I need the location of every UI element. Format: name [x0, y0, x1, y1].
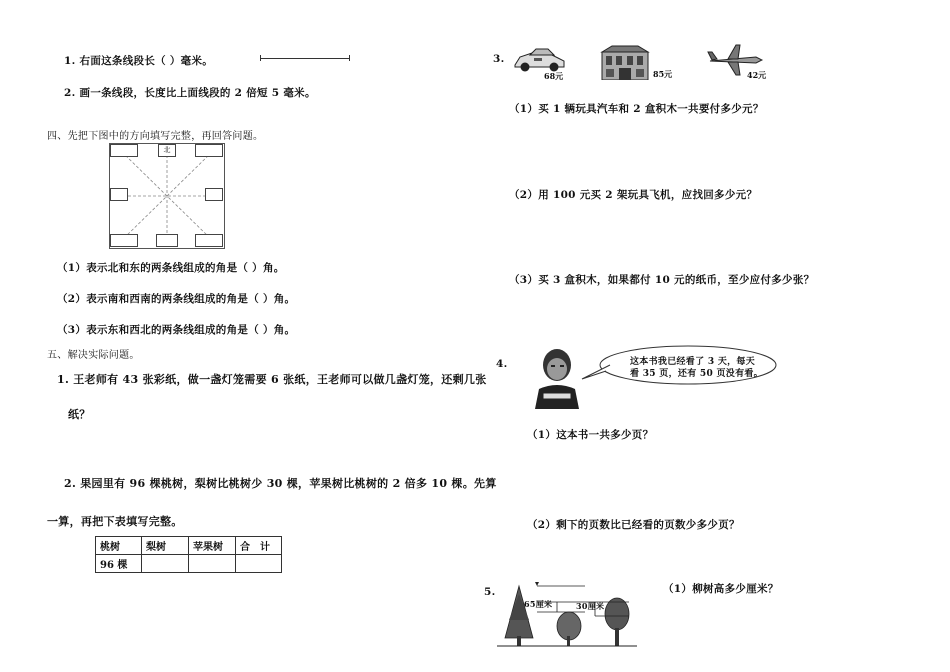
- problem-1-line-1: 1. 王老师有 43 张彩纸，做一盏灯笼需要 6 张纸，王老师可以做几盏灯笼，还剩几张: [57, 373, 487, 386]
- measure-label-30: 30厘米: [576, 601, 605, 611]
- blocks-price: 85元: [653, 69, 673, 79]
- question-5-part-1: （1）柳树高多少厘米？: [663, 583, 779, 595]
- question-3-part-1: （1）买 1 辆玩具汽车和 2 盒积木一共要付多少元？: [509, 103, 764, 115]
- direction-box-northeast[interactable]: [195, 144, 223, 157]
- car-price: 68元: [544, 71, 564, 81]
- fruit-tree-table: [95, 536, 282, 573]
- table-header-cell: 梨树: [142, 537, 189, 555]
- speech-bubble-line-2: 看 35 页，还有 50 页没有看。: [630, 369, 763, 379]
- direction-box-north: 北: [158, 144, 176, 157]
- question-3-number: 3.: [493, 53, 505, 65]
- section-5-title: 五、解决实际问题。: [47, 350, 140, 361]
- direction-box-northwest[interactable]: [110, 144, 138, 157]
- speech-bubble-line-1: 这本书我已经看了 3 天，每天: [630, 357, 756, 367]
- table-header-row: [96, 537, 282, 555]
- measure-label-65: 65厘米: [524, 599, 553, 609]
- line-segment: [260, 58, 350, 59]
- section-4-question-2: （2）表示南和西南的两条线组成的角是（ ）角。: [57, 293, 296, 305]
- trees-figure: [497, 580, 637, 650]
- question-4-part-1: （1）这本书一共多少页？: [527, 429, 654, 441]
- direction-box-southeast[interactable]: [195, 234, 223, 247]
- table-header-cell: 桃树: [96, 537, 142, 555]
- question-5-number: 5.: [484, 586, 496, 598]
- table-header-cell: 苹果树: [189, 537, 236, 555]
- problem-2-line-2: 一算，再把下表填写完整。: [47, 515, 183, 528]
- direction-box-west[interactable]: [110, 188, 128, 201]
- boy-reading-image: [533, 345, 581, 409]
- table-cell: 96 棵: [96, 555, 142, 573]
- question-3-part-3: （3）买 3 盒积木，如果都付 10 元的纸币，至少应付多少张？: [509, 274, 815, 286]
- section-4-title: 四、先把下图中的方向填写完整，再回答问题。: [47, 131, 264, 142]
- table-row: [96, 555, 282, 573]
- question-4-number: 4.: [496, 358, 508, 370]
- direction-box-southwest[interactable]: [110, 234, 138, 247]
- table-header-cell: 合 计: [236, 537, 282, 555]
- question-4-part-2: （2）剩下的页数比已经看的页数少多少页？: [527, 519, 740, 531]
- direction-box-east[interactable]: [205, 188, 223, 201]
- question-3-part-2: （2）用 100 元买 2 架玩具飞机，应找回多少元？: [509, 189, 758, 201]
- table-cell-blank[interactable]: [236, 555, 282, 573]
- question-2: 2. 画一条线段，长度比上面线段的 2 倍短 5 毫米。: [64, 87, 316, 99]
- line-segment-tick-left: [260, 55, 261, 61]
- section-4-question-1: （1）表示北和东的两条线组成的角是（ ）角。: [57, 262, 285, 274]
- table-cell-blank[interactable]: [189, 555, 236, 573]
- table-cell-blank[interactable]: [142, 555, 189, 573]
- question-1: 1. 右面这条线段长（ ）毫米。: [64, 55, 214, 67]
- plane-price: 42元: [747, 70, 767, 80]
- building-blocks-image: [600, 44, 650, 80]
- problem-2-line-1: 2. 果园里有 96 棵桃树，梨树比桃树少 30 棵，苹果树比桃树的 2 倍多 10 棵。先算: [64, 477, 497, 490]
- direction-box-south[interactable]: [156, 234, 178, 247]
- section-4-question-3: （3）表示东和西北的两条线组成的角是（ ）角。: [57, 324, 296, 336]
- problem-1-line-2: 纸？: [68, 408, 91, 421]
- line-segment-tick-right: [349, 55, 350, 61]
